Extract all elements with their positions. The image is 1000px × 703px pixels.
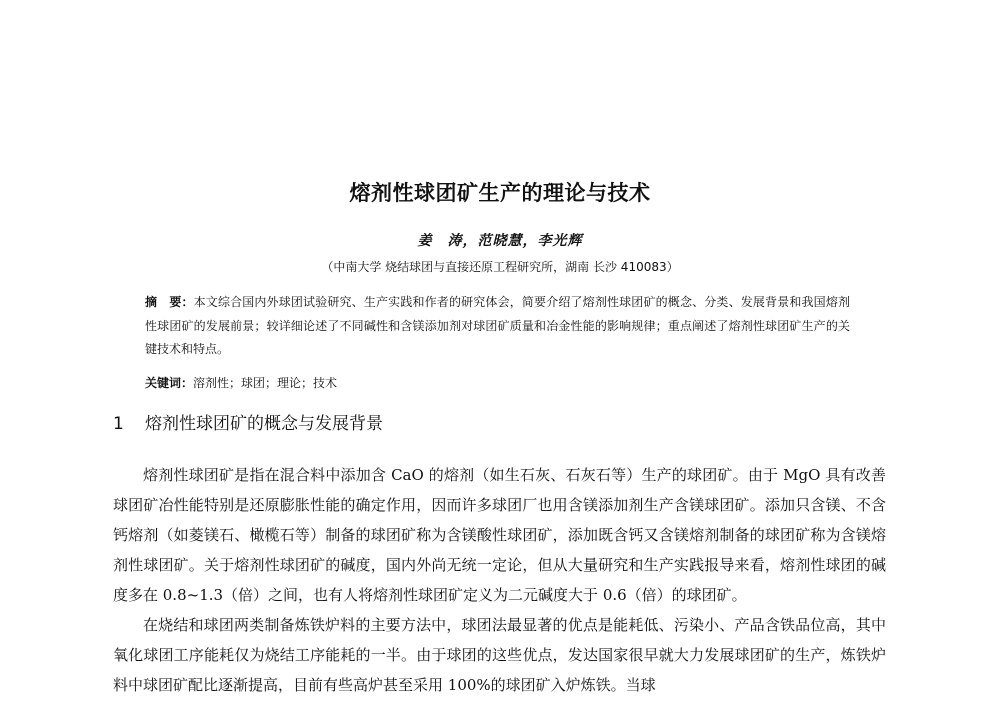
keywords-text: 溶剂性；球团；理论；技术: [193, 376, 338, 390]
section-number: 1: [113, 414, 124, 434]
paper-title: 熔剂性球团矿生产的理论与技术: [349, 181, 651, 205]
body-paragraph: 熔剂性球团矿是指在混合料中添加含 CaO 的熔剂（如生石灰、石灰石等）生产的球团矿。由于 MgO 具有改善球团矿冶性能特别是还原膨胀性能的确定作用，因而许多球团厂也用含镁添加剂生产含镁球团矿。添加只含镁、不含钙熔剂（如菱镁石、橄榄石等）制备的球团矿称为含镁酸性球团矿，添加既含钙又含镁熔剂制备的球团矿称为含镁熔剂性球团矿。关于熔剂性球团矿的碱度，国内外尚无统一定论，但从大量研究和生产实践报导来看，熔剂性球团的碱度多在 0.8~1.3（倍）之间，也有人将熔剂性球团矿定义为二元碱度大于 0.6（倍）的球团矿。: [113, 466, 886, 604]
abstract-text: 本文综合国内外球团试验研究、生产实践和作者的研究体会，简要介绍了熔剂性球团矿的概念、分类、发展背景和我国熔剂性球团矿的发展前景；较详细论述了不同碱性和含镁添加剂对球团矿质量和冶金性能的影响规律；重点阐述了熔剂性球团矿生产的关键技术和特点。: [145, 295, 850, 356]
abstract-block: [145, 291, 850, 362]
keywords-label: 关键词：: [145, 376, 194, 390]
abstract-label: 摘 要：: [145, 295, 194, 309]
paper-affiliation: （中南大学 烧结球团与直接还原工程研究所，湖南 长沙 410083）: [321, 260, 679, 274]
section-body: [113, 460, 886, 700]
section-heading: [113, 411, 383, 437]
section-title: 熔剂性球团矿的概念与发展背景: [145, 414, 383, 434]
body-paragraph: 在烧结和球团两类制备炼铁炉料的主要方法中，球团法最显著的优点是能耗低、污染小、产品含铁品位高，其中氧化球团工序能耗仅为烧结工序能耗的一半。由于球团的这些优点，发达国家很早就大力发展球团矿的生产，炼铁炉料中球团矿配比逐渐提高，目前有些高炉甚至采用 100%的球团矿入炉炼铁。当球: [113, 616, 886, 694]
keywords-block: [145, 372, 850, 395]
paper-authors: 姜 涛，范晓慧，李光辉: [417, 233, 583, 249]
